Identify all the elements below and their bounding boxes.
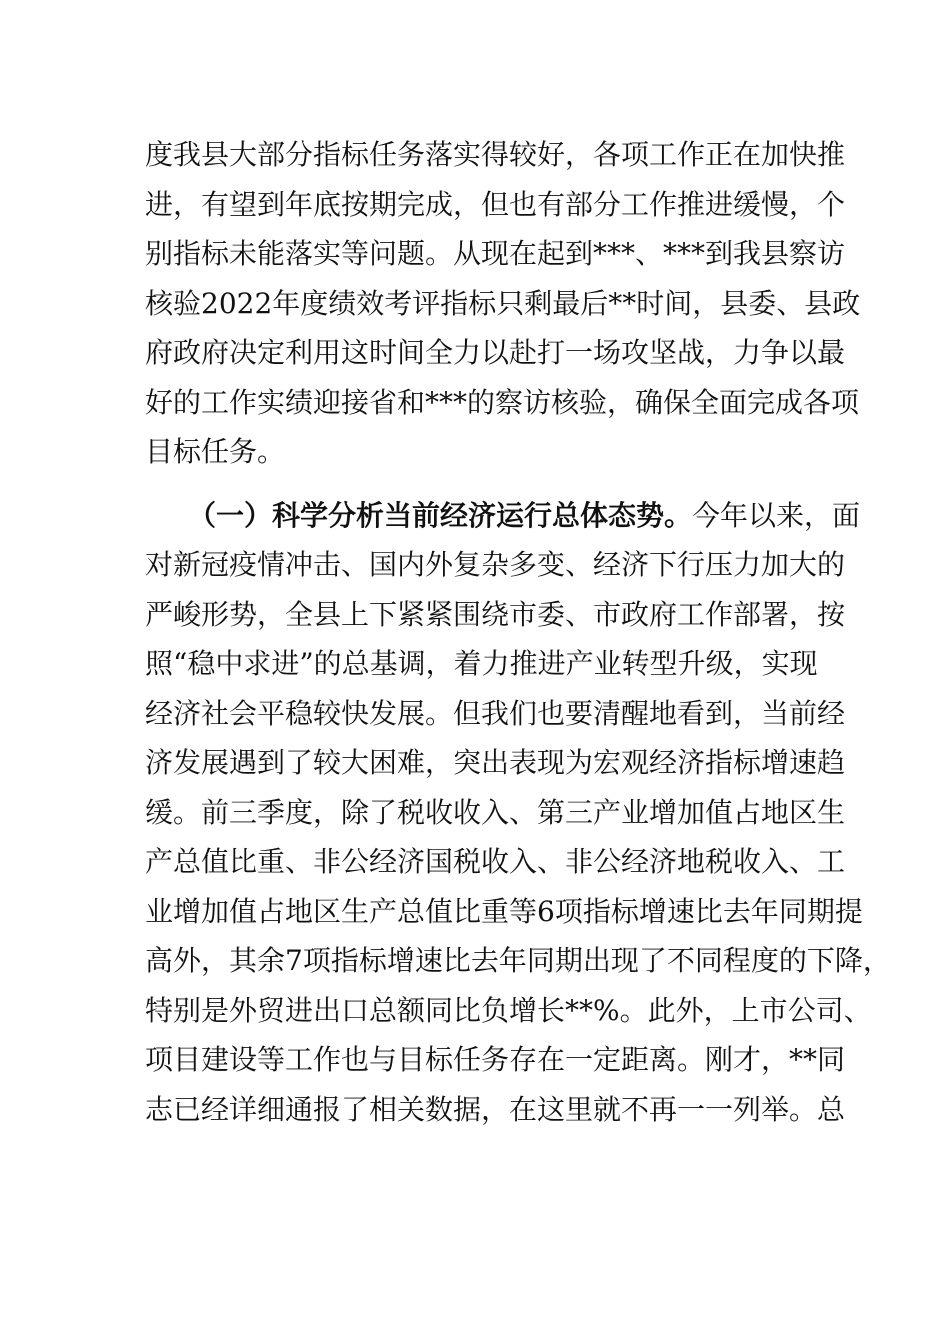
text-line: 产总值比重、非公经济国税收入、非公经济地税收入、工 (145, 845, 846, 878)
text-line: 好的工作实绩迎接省和***的察访核验，确保全面完成各项 (145, 386, 860, 419)
text-line: 经济社会平稳较快发展。但我们也要清醒地看到，当前经 (145, 697, 846, 730)
text-line: 对新冠疫情冲击、国内外复杂多变、经济下行压力加大的 (145, 548, 846, 581)
text-line: 目标任务。 (145, 435, 286, 468)
text-line: 济发展遇到了较大困难，突出表现为宏观经济指标增速趋 (145, 746, 846, 779)
text-line: 进，有望到年底按期完成，但也有部分工作推进缓慢，个 (145, 188, 846, 221)
text-line: 度我县大部分指标任务落实得较好，各项工作正在加快推 (145, 138, 846, 171)
text-line: 照“稳中求进”的总基调，着力推进产业转型升级，实现 (145, 647, 818, 680)
text-line: 志已经详细通报了相关数据，在这里就不再一一列举。总 (145, 1093, 846, 1126)
text-line: 缓。前三季度，除了税收收入、第三产业增加值占地区生 (145, 796, 846, 829)
text-line: 项目建设等工作也与目标任务存在一定距离。刚才，**同 (145, 1043, 846, 1076)
section-heading: （一）科学分析当前经济运行总体态势。 (188, 499, 693, 532)
text-line: 业增加值占地区生产总值比重等6项指标增速比去年同期提 (145, 895, 863, 928)
text-line: 高外，其余7项指标增速比去年同期出现了不同程度的下降， (145, 944, 891, 977)
text-line: 府政府决定利用这时间全力以赴打一场攻坚战，力争以最 (145, 336, 846, 369)
section-first-line-text: 今年以来，面 (692, 499, 861, 532)
text-line: 特别是外贸进出口总额同比负增长**%。此外，上市公司、 (145, 994, 872, 1027)
section-first-line (188, 496, 861, 536)
text-line: 严峻形势，全县上下紧紧围绕市委、市政府工作部署，按 (145, 598, 846, 631)
text-line: 别指标未能落实等问题。从现在起到***、***到我县察访 (145, 237, 846, 270)
text-line: 核验2022年度绩效考评指标只剩最后**时间，县委、县政 (145, 287, 861, 320)
